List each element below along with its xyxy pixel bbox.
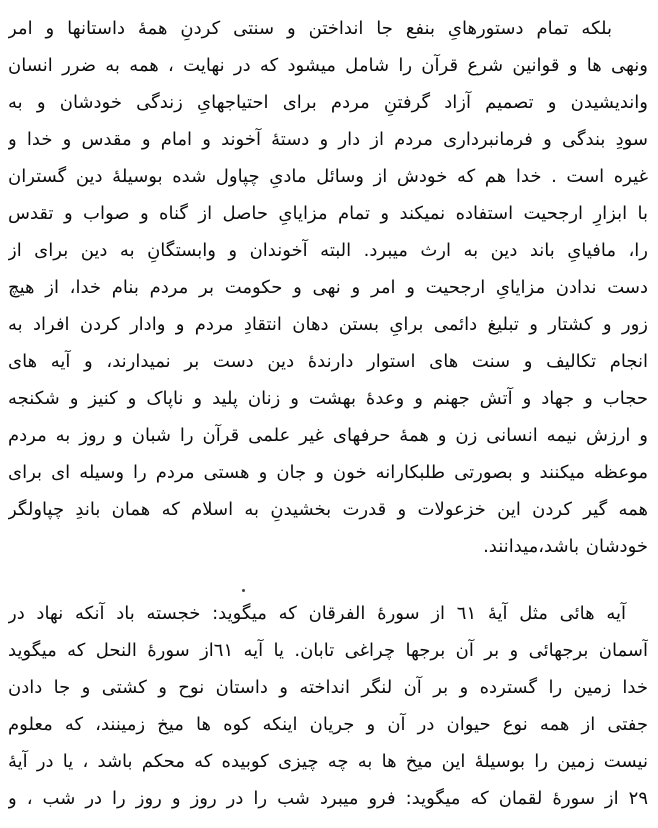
text-line: دست ندادن مزایایِ ارجحیت و امر و نهی و حکومت بر مردم بنام خدا، از هیچ	[8, 277, 648, 298]
text-line: سودِ بندگی و فرمانبرداری مردم از دار و دستهٔ آخوند و امام و مقدس و خدا و	[8, 129, 648, 150]
text-line: انجام تکالیف و سنت های استوار دارندهٔ دین دست بر نمیدارند، و آیه های	[8, 351, 648, 372]
text-line: واندیشیدن و تصمیم آزاد گرفتنِ مردم برای احتیاجهایِ زندگی خودشان و به	[8, 92, 648, 113]
text-line: غیره است . خدا هم که خودش از وسائل مادیِ چپاول شده بوسیلهٔ دین گستران	[8, 166, 648, 187]
text-line: بلکه تمام دستورهایِ بنفع جا انداختن و سنتی کردنِ همهٔ داستانها و امر	[8, 18, 612, 39]
text-line: و ارزش نیمه انسانی زن و همهٔ حرفهای غیر علمی قرآن را شبان و روز به مردم	[8, 425, 648, 446]
text-line: را، مافیایِ باند دین به ارث میبرد. البته آخوندان و وابستگانِ به دین برای از	[8, 240, 648, 261]
text-line: با ابزارِ ارجحیت استفاده نمیکند و تمام مزایایِ حاصل از گناه و صواب و تقدس	[8, 203, 648, 224]
text-line: آیه هائی مثل آیهٔ ٦١ از سورهٔ الفرقان که میگوید: خجسته باد آنکه نهاد در	[8, 603, 627, 624]
text-line: خدا زمین را گسترده و بر آن لنگر انداخته و داستان نوح و کشتی و جا دادن	[8, 677, 648, 698]
text-line: موعظه میکنند و بصورتی طلبکارانه خون و جان و هستی مردم را وسیله ای برای	[8, 462, 648, 483]
text-line: آسمان برجهائی و بر آن برجها چراغی تابان. یا آیه ٦١از سورهٔ النحل که میگوید	[8, 640, 648, 661]
text-line: ونهی ها و قوانین شرع قرآن را شامل میشود که در نهایت ، همه به ضرر انسان	[8, 55, 648, 76]
text-line: حجاب و جهاد و آتش جهنم و وعدهٔ بهشت و زنان پلید و ناپاک و کنیز و شکنجه	[8, 388, 648, 409]
text-line: ۲۹ از سورهٔ لقمان که میگوید: فرو میبرد شب را در روز و روز را در شب ، و	[8, 788, 648, 809]
text-line: نیست زمین را بوسیلهٔ این میخ ها به چه چیزی کوبیده که محکم باشد ، یا در آیهٔ	[8, 751, 648, 772]
scan-speck	[242, 589, 245, 592]
text-line: جفتی از همه نوع حیوان در آن و جریان اینکه کوه ها میخ زمینند، که معلوم	[8, 714, 648, 735]
text-line: همه گیر کردن این خزعولات و قدرت بخشیدنِ به اسلام که همان باندِ چپاولگر	[8, 499, 648, 520]
text-line: خودشان باشد،میدانند.	[483, 536, 648, 557]
paragraph-1	[8, 10, 648, 565]
text-line: زور و کشتار و تبلیغ دائمی برایِ بستن دهان انتقادِ مردم و وادار کردن افراد به	[8, 314, 648, 335]
paragraph-2	[8, 595, 648, 817]
